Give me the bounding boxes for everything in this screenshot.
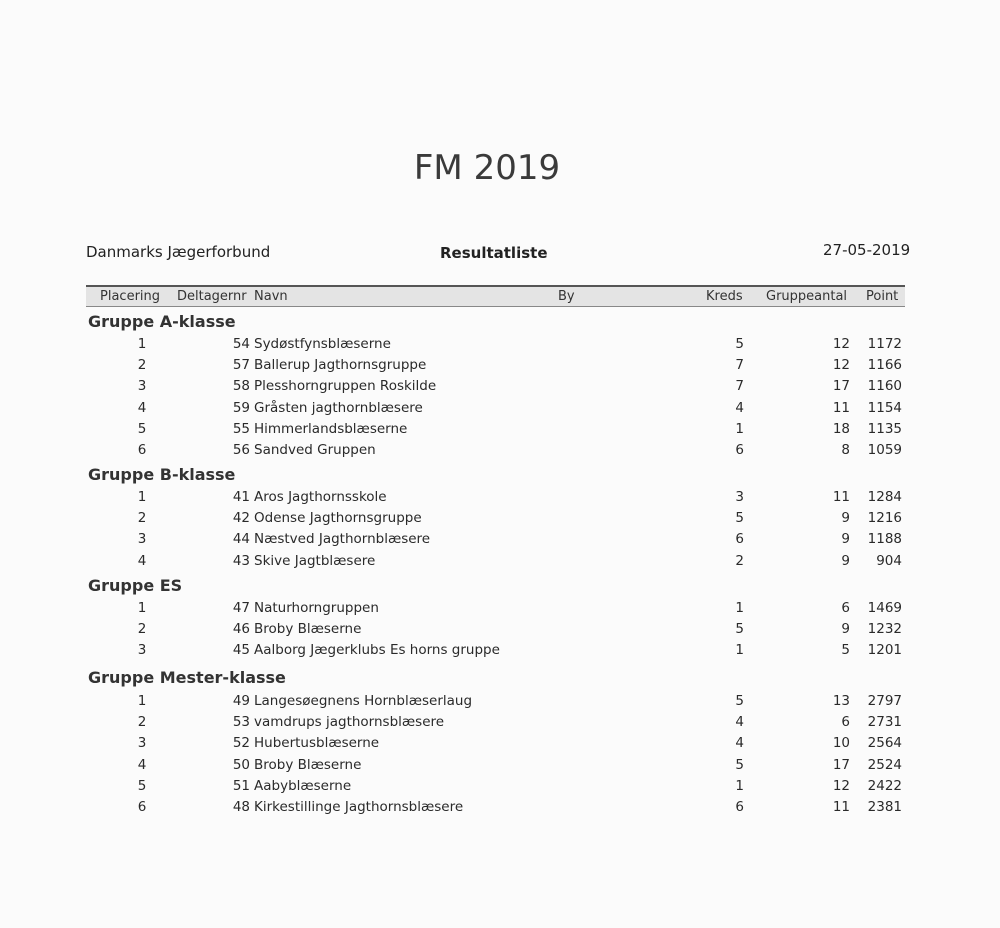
cell-navn: Sandved Gruppen [254, 442, 376, 458]
cell-kreds: 1 [735, 642, 744, 659]
cell-navn: Broby Blæserne [254, 756, 362, 773]
cell-deltagernr: 41 [232, 489, 250, 505]
cell-point: 1188 [867, 531, 902, 548]
cell-navn: vamdrups jagthornsblæsere [254, 714, 445, 731]
cell-deltagernr: 46 [232, 621, 250, 638]
col-header-point: Point [866, 289, 899, 304]
col-header-gruppeantal: Gruppeantal [766, 289, 848, 304]
cell-deltagernr: 48 [232, 799, 250, 815]
cell-placering: 1 [137, 489, 147, 505]
cell-gruppeantal: 10 [832, 735, 850, 752]
cell-gruppeantal: 12 [832, 357, 850, 374]
cell-navn: Skive Jagtblæsere [254, 552, 376, 569]
cell-gruppeantal: 13 [832, 693, 850, 709]
cell-gruppeantal: 8 [841, 442, 850, 458]
cell-deltagernr: 58 [232, 378, 250, 395]
cell-kreds: 6 [735, 799, 744, 815]
cell-placering: 1 [137, 600, 147, 616]
cell-navn: Plesshorngruppen Roskilde [254, 378, 437, 395]
cell-placering: 2 [137, 621, 147, 638]
cell-kreds: 4 [735, 735, 744, 752]
group-heading: Gruppe Mester-klasse [88, 668, 286, 687]
cell-gruppeantal: 9 [841, 621, 850, 638]
cell-navn: Hubertusblæserne [254, 735, 380, 752]
cell-point: 1201 [867, 642, 902, 659]
col-header-by: By [558, 289, 575, 304]
cell-navn: Naturhorngruppen [254, 600, 379, 616]
cell-gruppeantal: 12 [832, 777, 850, 794]
cell-placering: 2 [137, 714, 147, 731]
cell-gruppeantal: 9 [841, 552, 850, 569]
cell-navn: Gråsten jagthornblæsere [254, 399, 423, 416]
cell-navn: Sydøstfynsblæserne [254, 336, 391, 352]
cell-point: 1166 [867, 357, 902, 374]
cell-placering: 1 [137, 693, 147, 709]
cell-gruppeantal: 6 [841, 714, 850, 731]
cell-kreds: 1 [735, 420, 744, 437]
cell-deltagernr: 43 [232, 552, 250, 569]
cell-point: 1216 [867, 510, 902, 527]
group-heading: Gruppe B-klasse [88, 465, 236, 484]
cell-placering: 2 [137, 510, 147, 527]
cell-point: 2731 [867, 714, 902, 731]
cell-point: 2564 [867, 735, 902, 752]
cell-point: 1135 [867, 420, 902, 437]
cell-kreds: 6 [735, 442, 744, 458]
cell-point: 1469 [867, 600, 902, 616]
cell-kreds: 7 [735, 357, 744, 374]
cell-deltagernr: 51 [232, 777, 250, 794]
cell-kreds: 5 [735, 756, 744, 773]
cell-kreds: 3 [735, 489, 744, 505]
cell-kreds: 1 [735, 600, 744, 616]
header-bottom-rule [86, 306, 905, 307]
cell-gruppeantal: 18 [832, 420, 850, 437]
cell-deltagernr: 50 [232, 756, 250, 773]
cell-point: 1160 [867, 378, 902, 395]
cell-navn: Aalborg Jægerklubs Es horns gruppe [254, 642, 500, 659]
cell-navn: Langesøegnens Hornblæserlaug [254, 693, 473, 709]
cell-point: 1059 [867, 442, 902, 458]
cell-deltagernr: 56 [232, 442, 250, 458]
cell-placering: 6 [137, 442, 147, 458]
cell-navn: Næstved Jagthornblæsere [254, 531, 431, 548]
cell-deltagernr: 49 [232, 693, 250, 709]
cell-deltagernr: 44 [232, 531, 250, 548]
cell-placering: 3 [137, 378, 147, 395]
cell-navn: Ballerup Jagthornsgruppe [254, 357, 427, 374]
document-title: FM 2019 [413, 148, 561, 188]
cell-point: 904 [876, 552, 902, 569]
document-date: 27-05-2019 [823, 241, 911, 259]
cell-point: 1232 [867, 621, 902, 638]
cell-gruppeantal: 9 [841, 510, 850, 527]
cell-navn: Odense Jagthornsgruppe [254, 510, 422, 527]
cell-placering: 4 [137, 552, 147, 569]
cell-deltagernr: 45 [232, 642, 250, 659]
cell-deltagernr: 47 [232, 600, 250, 616]
cell-placering: 2 [137, 357, 147, 374]
results-heading: Resultatliste [440, 244, 548, 262]
cell-kreds: 5 [735, 621, 744, 638]
cell-kreds: 4 [735, 714, 744, 731]
cell-placering: 5 [137, 777, 147, 794]
cell-kreds: 5 [735, 510, 744, 527]
cell-gruppeantal: 17 [832, 756, 850, 773]
cell-placering: 6 [137, 799, 147, 815]
cell-placering: 3 [137, 642, 147, 659]
cell-deltagernr: 53 [232, 714, 250, 731]
cell-kreds: 1 [735, 777, 744, 794]
cell-kreds: 2 [735, 552, 744, 569]
cell-point: 1172 [867, 336, 902, 352]
cell-placering: 1 [137, 336, 147, 352]
cell-point: 1284 [867, 489, 902, 505]
cell-navn: Himmerlandsblæserne [254, 420, 408, 437]
cell-placering: 3 [137, 735, 147, 752]
cell-navn: Broby Blæserne [254, 621, 362, 638]
cell-deltagernr: 57 [232, 357, 250, 374]
cell-placering: 3 [137, 531, 147, 548]
cell-point: 2422 [867, 777, 902, 794]
cell-kreds: 5 [735, 693, 744, 709]
cell-gruppeantal: 17 [832, 378, 850, 395]
organization-name: Danmarks Jægerforbund [86, 243, 271, 261]
cell-placering: 5 [137, 420, 147, 437]
cell-deltagernr: 55 [232, 420, 250, 437]
cell-gruppeantal: 11 [832, 799, 850, 815]
col-header-deltagernr: Deltagernr [177, 289, 247, 304]
cell-gruppeantal: 6 [841, 600, 850, 616]
cell-kreds: 4 [735, 399, 744, 416]
cell-gruppeantal: 11 [832, 489, 850, 505]
cell-point: 2381 [867, 799, 902, 815]
cell-point: 1154 [867, 399, 902, 416]
cell-point: 2797 [867, 693, 902, 709]
cell-placering: 4 [137, 756, 147, 773]
cell-placering: 4 [137, 399, 147, 416]
cell-deltagernr: 59 [232, 399, 250, 416]
col-header-placering: Placering [100, 289, 161, 304]
cell-kreds: 7 [735, 378, 744, 395]
cell-kreds: 5 [735, 336, 744, 352]
cell-deltagernr: 54 [232, 336, 250, 352]
cell-gruppeantal: 9 [841, 531, 850, 548]
group-heading: Gruppe A-klasse [88, 312, 236, 331]
cell-navn: Aabyblæserne [254, 777, 352, 794]
cell-kreds: 6 [735, 531, 744, 548]
cell-point: 2524 [867, 756, 902, 773]
cell-deltagernr: 42 [232, 510, 250, 527]
col-header-kreds: Kreds [706, 289, 743, 304]
cell-gruppeantal: 11 [832, 399, 850, 416]
cell-navn: Aros Jagthornsskole [254, 489, 387, 505]
cell-navn: Kirkestillinge Jagthornsblæsere [254, 799, 464, 815]
cell-gruppeantal: 5 [841, 642, 850, 659]
group-heading: Gruppe ES [88, 576, 183, 595]
header-top-rule [86, 285, 905, 287]
cell-deltagernr: 52 [232, 735, 250, 752]
col-header-navn: Navn [254, 289, 288, 304]
cell-gruppeantal: 12 [832, 336, 850, 352]
